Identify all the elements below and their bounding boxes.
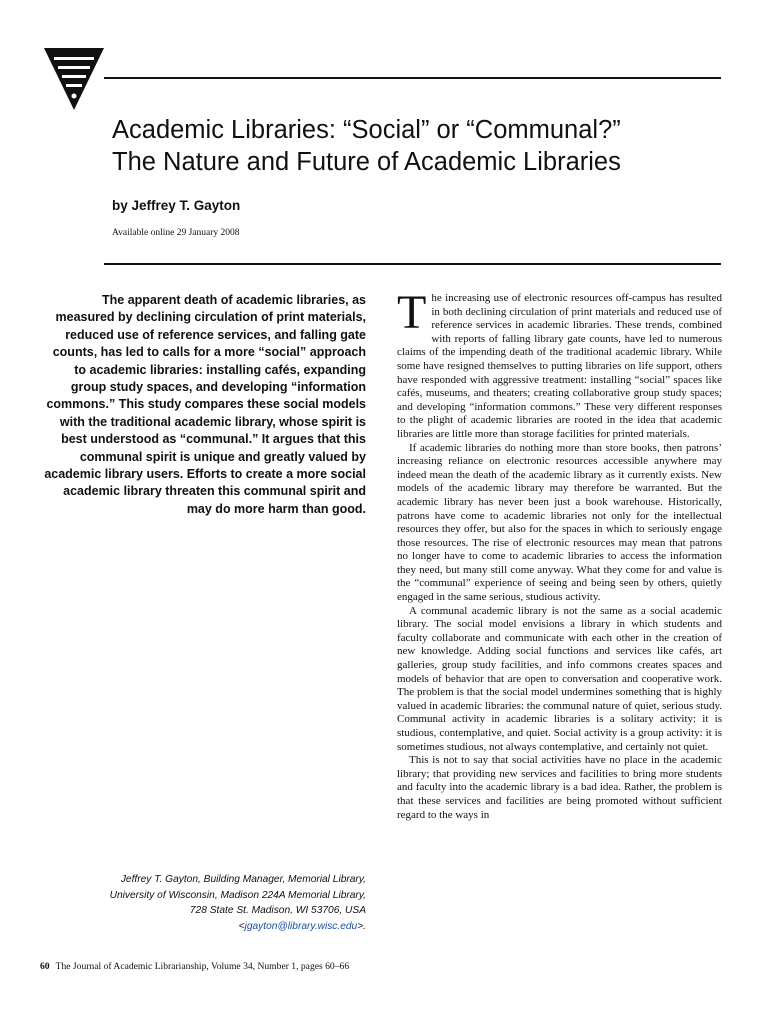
header-top-rule (104, 77, 721, 79)
journal-citation: The Journal of Academic Librarianship, Volume 34, Number 1, pages 60–66 (55, 961, 350, 972)
drop-cap: T (397, 286, 427, 339)
body-paragraph-1-text: he increasing use of electronic resources off-campus has resulted in both declining circulation of print materials and reduced use of reference services in academic libraries. These trends, combined with reports of falling library gate counts, have led to numerous claims of the impending death of the traditional academic library. While some have resigned themselves to putting libraries on life support, others have responded with aggressive treatment: installing “social” spaces like cafés, museums, and theaters; creating collaborative group study spaces; and developing “information commons.” These very different responses to the plight of academic libraries are rooted in the idea that academic libraries are little more than storage facilities for printed materials. (397, 292, 722, 440)
article-title (112, 114, 732, 178)
journal-logo-icon (42, 46, 106, 112)
author-byline: by Jeffrey T. Gayton (112, 198, 241, 213)
header-bottom-rule (104, 263, 721, 265)
affiliation-email-line (40, 919, 366, 935)
affiliation-line-3: 728 State St. Madison, WI 53706, USA (189, 905, 366, 916)
body-paragraph-4: This is not to say that social activities have no place in the academic library; that providing new services and facilities to bring more students and faculty into the academic library is a bad idea. Rather, the problem is that these services and facilities are being promoted without sufficient regard to the ways in (397, 754, 722, 821)
abstract: The apparent death of academic libraries, as measured by declining circulation of print materials, reduced use of reference services, and falling gate counts, has led to calls for a more “social” approach to academic libraries: installing cafés, expanding group study spaces, and developing “information commons.” This study compares these social models with the traditional academic library, whose spirit is best understood as “communal.” It argues that this communal spirit is unique and greatly valued by academic library users. Efforts to create a more social academic library threaten this communal spirit and may do more harm than good. (44, 293, 366, 516)
author-affiliation (40, 872, 366, 934)
page-number: 60 (40, 961, 50, 972)
body-paragraph-2: If academic libraries do nothing more than store books, then patrons’ increasing reliance on electronic resources accessible anywhere may indeed mean the death of the academic library as it currently exists. New models of the academic library may therefore be warranted. But the academic library has never been just a book warehouse. Historically, patrons have come to academic libraries not only for the intellectual resources they offer, but also for the spaces in which to seriously engage those resources. The rise of electronic resources may mean that patrons no longer have to come to academic libraries to access the information they need, but many still come anyway. What they come for and value is the “communal” experience of seeing and being seen by others, quietly engaged in the same serious, studious activity. (397, 441, 722, 604)
email-close-bracket: >. (357, 920, 366, 932)
affiliation-line-2: University of Wisconsin, Madison 224A Memorial Library, (109, 889, 366, 901)
title-line-2: The Nature and Future of Academic Libraries (112, 148, 621, 176)
affiliation-line-1: Jeffrey T. Gayton, Building Manager, Memorial Library, (120, 874, 366, 885)
page-footer (40, 961, 349, 972)
article-body (397, 286, 722, 822)
title-line-1: Academic Libraries: “Social” or “Communal?” (112, 116, 621, 144)
author-email-link[interactable]: jgayton@library.wisc.edu (244, 920, 358, 932)
body-paragraph-3: A communal academic library is not the same as a social academic library. The social model envisions a library in which students and faculty collaborate and communicate with each other in the creation of new knowledge. Adding social functions and services like cafés, art galleries, group study facilities, and info commons creates spaces and models of behavior that are open to conversation and cooperative work. The problem is that the social model undermines something that is highly valued in academic libraries: the communal nature of quiet, serious study. Communal activity in academic libraries is a solitary activity: it is studious, contemplative, and quiet. Social activity is a group activity: it is sometimes studious, not always contemplative, and certainly not quiet. (397, 604, 722, 753)
available-online-date: Available online 29 January 2008 (112, 228, 240, 238)
email-open-bracket: < (238, 920, 245, 932)
body-paragraph-1 (397, 286, 722, 442)
